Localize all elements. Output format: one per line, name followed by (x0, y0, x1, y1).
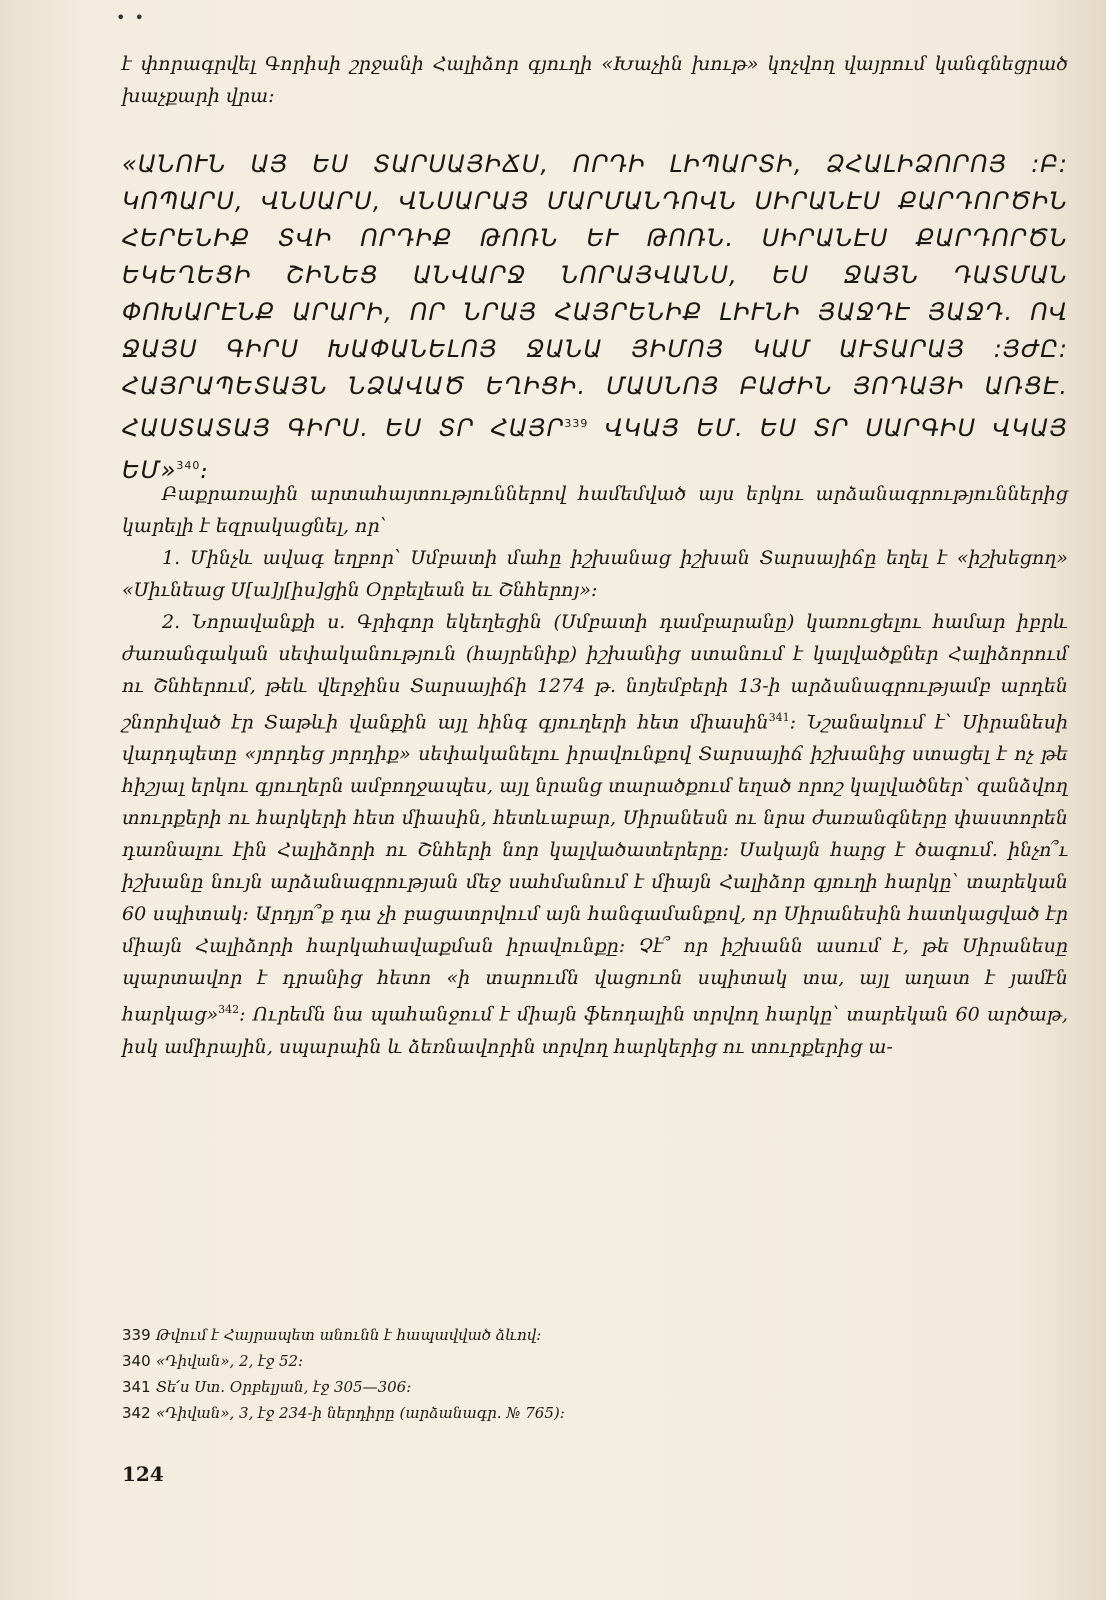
footnote-number: 340 (122, 1352, 151, 1370)
footnote-ref-341: 341 (768, 711, 790, 724)
inscription-body: «ԱՆՈՒՆ ԱՅ ԵՍ ՏԱՐՍԱՅԻՃՍ, ՈՐԴԻ ԼԻՊԱՐՏԻ, ՁՀԱԼԻՁՈՐՈՅ :Բ: ԿՈՊԱՐՍ, ՎՆՍԱՐՍ, ՎՆՍԱՐԱՅ ՄԱՐՄԱՆԴՈՎՆ ՍԻՐԱՆԷՍ ՔԱՐԴՈՐԾԻՆ ՀԵՐԵՆԻՔ ՏՎԻ ՈՐԴԻՔ ԹՈՌՆ ԵՒ ԹՈՌՆ. ՍԻՐԱՆԷՍ ՔԱՐԴՈՐԾՆ ԵԿԵՂԵՑԻ ՇԻՆԵՑ ԱՆՎԱՐՋ ՆՈՐԱՅՎԱՆՍ, ԵՍ ՋԱՅՆ ԴԱՏՄԱՆ ՓՈԽԱՐԷՆՔ ԱՐԱՐԻ, ՈՐ ՆՐԱՅ ՀԱՅՐԵՆԻՔ ԼԻՒՆԻ ՅԱՋԴԷ ՅԱՋԴ. ՈՎ ՋԱՅՍ ԳԻՐՍ ԽԱՓԱՆԵԼՈՅ ՋԱՆԱ ՅԻՄՈՅ ԿԱՄ ԱՒՏԱՐԱՅ :ՅԺԸ: ՀԱՅՐԱՊԵՏԱՅՆ ՆՁԱՎԱԾ ԵՂԻՑԻ. ՄԱՍՆՈՅ ԲԱԺԻՆ ՅՈԴԱՅԻ ԱՌՑԷ. ՀԱՍՏԱՏԱՅ ԳԻՐՍ. ԵՍ ՏՐ ՀԱՅՐ (122, 150, 1068, 442)
commentary-intro: Բաքրառային արտահայտություններով համեմված այս երկու արձանագրություններից կարելի է եզրակացնել, որ՝ (122, 483, 1068, 537)
page-number: 124 (122, 1462, 164, 1486)
footnote-text: «Դիվան», 3, էջ 234-ի ներդիրը (արձանագր. № 765)։ (156, 1404, 565, 1422)
footnote (122, 1400, 1068, 1426)
footnote-ref-340: 340 (176, 459, 201, 472)
footnote (122, 1348, 1068, 1374)
footnote-text: Թվում է Հայրապետ անունն է հապավված ձևով։ (156, 1326, 542, 1344)
footnote-text: «Դիվան», 2, էջ 52։ (156, 1352, 304, 1370)
item-2-part-c: ։ Ուրեմն նա պահանջում է միայն ֆեոդալին տրվող հարկը՝ տարեկան 60 արծաթ, իսկ ամիրային, սպարաին և ձեռնավորին տրվող հարկերից ու տուրքերից ա- (122, 1003, 1068, 1058)
inscription-continued: ՎԿԱՅ ԵՄ. ԵՍ ՏՐ ՍԱՐԳԻՍ ՎԿԱՅ ԵՄ» (122, 414, 1068, 484)
footnote (122, 1374, 1068, 1400)
inscription-end: ։ (200, 456, 210, 484)
footnote-ref-339: 339 (564, 417, 589, 430)
intro-paragraph: է փորագրվել Գորիսի շրջանի Հալիձոր գյուղի «Խաչին խութ» կոչվող վայրում կանգնեցրած խաչքարի վրա։ (122, 53, 1068, 107)
item-2-part-a: 2. Նորավանքի ս. Գրիգոր եկեղեցին (Սմբատի դամբարանը) կառուցելու համար իբրև ժառանգական սեփականություն (հայրենիք) իշխանից ստանում է կալվածքներ Հալիձորում ու Շնհերում, թեև վերջինս Տարսայիճի 1274 թ. նոյեմբերի 13-ի արձանագրությամբ արդեն շնորհված էր Տաթևի վանքին այլ հինգ գյուղերի հետ միասին (122, 611, 1068, 734)
item-2-part-b: ։ Նշանակում է՝ Սիրանեսի վարդպետը «յորդեց յորդիք» սեփականելու իրավունքով Տարսայիճ իշխանից ստացել է ոչ թե հիշյալ երկու գյուղերն ամբողջապես, այլ նրանց տարածքում եղած որոշ կալվածներ՝ զանձվող տուրքերի ու հարկերի հետ միասին, հետևաբար, Սիրանեսն ու նրա ժառանգները փաստորեն դառնալու էին Հալիձորի ու Շնհերի նոր կալվածատերերը։ Սակայն հարց է ծագում. ինչո՞ւ իշխանը նույն արձանագրության մեջ սահմանում է միայն Հալիձոր գյուղի հարկը՝ տարեկան 60 սպիտակ։ Արդյո՞ք դա չի բացատրվում այն հանգամանքով, որ Սիրանեսին հատկացված էր միայն Հալիձորի հարկահավաքման իրավունքը։ Չէ՞ որ իշխանն ասում է, թե Սիրանեսը պարտավոր է դրանից հետո «ի տարումն վացուոն սպիտակ տա, այլ աղատ է յամէն հարկաց» (122, 711, 1068, 1026)
page-mark: • • (116, 8, 146, 27)
inscription-text (122, 146, 1068, 489)
commentary-item-1: 1. Մինչև ավագ եղբոր՝ Սմբատի մահը իշխանաց իշխան Տարսայիճը եղել է «իշխեցող» «Սիւնեաց Ս[ա]յ[իս]ցին Օրբելեան եւ Շնհերոյ»։ (122, 547, 1068, 601)
commentary-body (122, 478, 1068, 1063)
footnote-number: 341 (122, 1378, 151, 1396)
footnotes (122, 1322, 1068, 1426)
footnote-text: Տե՛ս Ստ. Օրբելյան, էջ 305—306։ (156, 1378, 412, 1396)
footnote (122, 1322, 1068, 1348)
commentary-item-2 (122, 606, 1068, 1063)
footnote-ref-342: 342 (218, 1003, 240, 1017)
footnote-number: 339 (122, 1326, 151, 1344)
footnote-number: 342 (122, 1404, 151, 1422)
